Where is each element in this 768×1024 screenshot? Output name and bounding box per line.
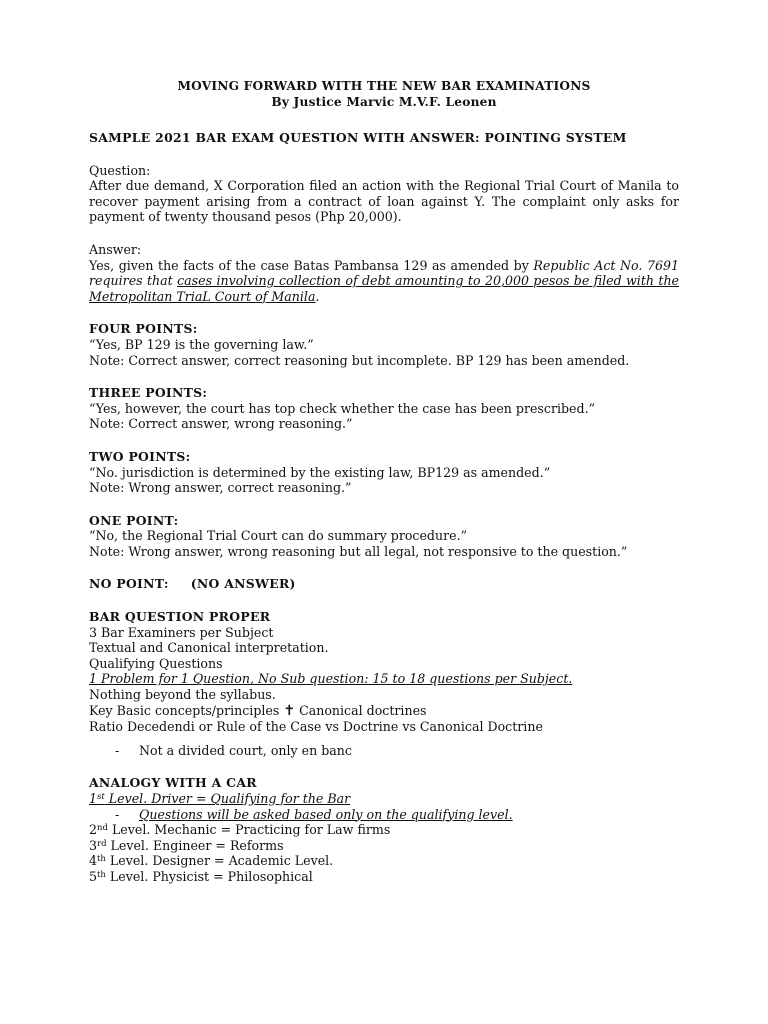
level-number: 3	[89, 837, 98, 853]
analogy-level-4	[89, 853, 679, 869]
analogy-level-1	[89, 791, 679, 807]
level-ordinal: th	[97, 854, 106, 865]
four-points-note: Note: Correct answer, correct reasoning but incomplete. BP 129 has been amended.	[89, 352, 630, 368]
level-text: Level. Mechanic = Practicing for Law firms	[107, 822, 391, 838]
document-body	[89, 78, 679, 885]
one-point-answer: “No, the Regional Trial Court can do summary procedure.”	[89, 528, 468, 544]
one-point-note: Note: Wrong answer, wrong reasoning but all legal, not responsive to the question.”	[89, 543, 628, 559]
four-points-answer: “Yes, BP 129 is the governing law.”	[89, 336, 314, 352]
answer-text-end: .	[315, 288, 320, 304]
bullet-dash: -	[115, 742, 120, 758]
bar-question-line: Nothing beyond the syllabus.	[89, 687, 276, 703]
level-ordinal: th	[97, 869, 106, 880]
bar-question-heading: BAR QUESTION PROPER	[89, 609, 271, 625]
bar-question-line: Qualifying Questions	[89, 655, 223, 671]
sample-heading: SAMPLE 2021 BAR EXAM QUESTION WITH ANSWER: POINTING SYSTEM	[89, 130, 627, 145]
three-points-heading: THREE POINTS:	[89, 385, 208, 401]
one-point-section	[89, 513, 679, 560]
one-point-heading: ONE POINT:	[89, 512, 179, 528]
answer-text-plain: Yes, given the facts of the case Batas Pambansa 129 as amended by	[89, 257, 534, 273]
cross-symbol-icon: ✝	[283, 702, 296, 719]
question-text: After due demand, X Corporation filed an action with the Regional Trial Court of Manila to recover payment arising from a contract of loan against Y. The complaint only asks for payment of twenty thousand pesos (Php 20,000).	[89, 178, 679, 225]
answer-text-underlined: cases involving collection of debt amounting to 20,000 pesos be filed with the Metropolitan TriaL Court of Manila	[89, 273, 680, 304]
question-label: Question:	[89, 162, 151, 178]
no-point-row	[89, 576, 679, 592]
level-ordinal: nd	[97, 823, 108, 834]
two-points-answer: “No. jurisdiction is determined by the existing law, BP129 as amended.”	[89, 464, 551, 480]
level-number: 2	[89, 822, 98, 838]
three-points-answer: “Yes, however, the court has top check whether the case has been prescribed.”	[89, 400, 596, 416]
answer-text-italic: Republic Act No. 7691 requires that	[89, 257, 679, 289]
analogy-section	[89, 775, 679, 884]
two-points-note: Note: Wrong answer, correct reasoning.”	[89, 480, 352, 496]
bar-question-line-part: Key Basic concepts/principles	[89, 702, 284, 718]
bullet-text: Not a divided court, only en banc	[139, 742, 352, 758]
analogy-level-2	[89, 822, 679, 838]
bar-question-line: Ratio Decedendi or Rule of the Case vs Doctrine vs Canonical Doctrine	[89, 719, 543, 735]
analogy-bullet	[89, 807, 679, 823]
three-points-note: Note: Correct answer, wrong reasoning.”	[89, 416, 353, 432]
level-text: Level. Designer = Academic Level.	[105, 853, 334, 869]
bar-question-bullet	[89, 743, 679, 759]
level-number: 1	[89, 791, 98, 806]
analogy-heading: ANALOGY WITH A CAR	[89, 775, 257, 791]
no-point-detail: (NO ANSWER)	[190, 576, 296, 592]
two-points-section	[89, 449, 679, 496]
level-number: 5	[89, 868, 98, 884]
document-byline: By Justice Marvic M.V.F. Leonen	[271, 95, 497, 109]
bar-question-line	[89, 703, 679, 720]
document-title: MOVING FORWARD WITH THE NEW BAR EXAMINATIONS	[177, 79, 591, 93]
level-text: Level. Engineer = Reforms	[106, 837, 284, 853]
bar-question-section	[89, 609, 679, 758]
four-points-section	[89, 321, 679, 368]
four-points-heading: FOUR POINTS:	[89, 321, 198, 337]
bar-question-line-underlined: 1 Problem for 1 Question, No Sub question: 15 to 18 questions per Subject.	[89, 671, 573, 687]
level-ordinal: st	[97, 792, 105, 802]
three-points-section	[89, 385, 679, 432]
bullet-dash: -	[115, 806, 120, 822]
two-points-heading: TWO POINTS:	[89, 448, 191, 464]
no-point-heading: NO POINT:	[89, 576, 169, 592]
level-ordinal: rd	[97, 838, 107, 849]
level-text: Level. Driver = Qualifying for the Bar	[104, 791, 351, 806]
level-text: Level. Physicist = Philosophical	[105, 868, 313, 884]
analogy-level-3	[89, 838, 679, 854]
bar-question-line-part: Canonical doctrines	[295, 702, 427, 718]
bar-question-line: Textual and Canonical interpretation.	[89, 640, 329, 656]
answer-label: Answer:	[89, 241, 142, 257]
level-number: 4	[89, 853, 98, 869]
answer-text	[89, 258, 679, 305]
bullet-text: Questions will be asked based only on the qualifying level.	[139, 806, 513, 822]
analogy-level-5	[89, 869, 679, 885]
bar-question-line: 3 Bar Examiners per Subject	[89, 624, 274, 640]
